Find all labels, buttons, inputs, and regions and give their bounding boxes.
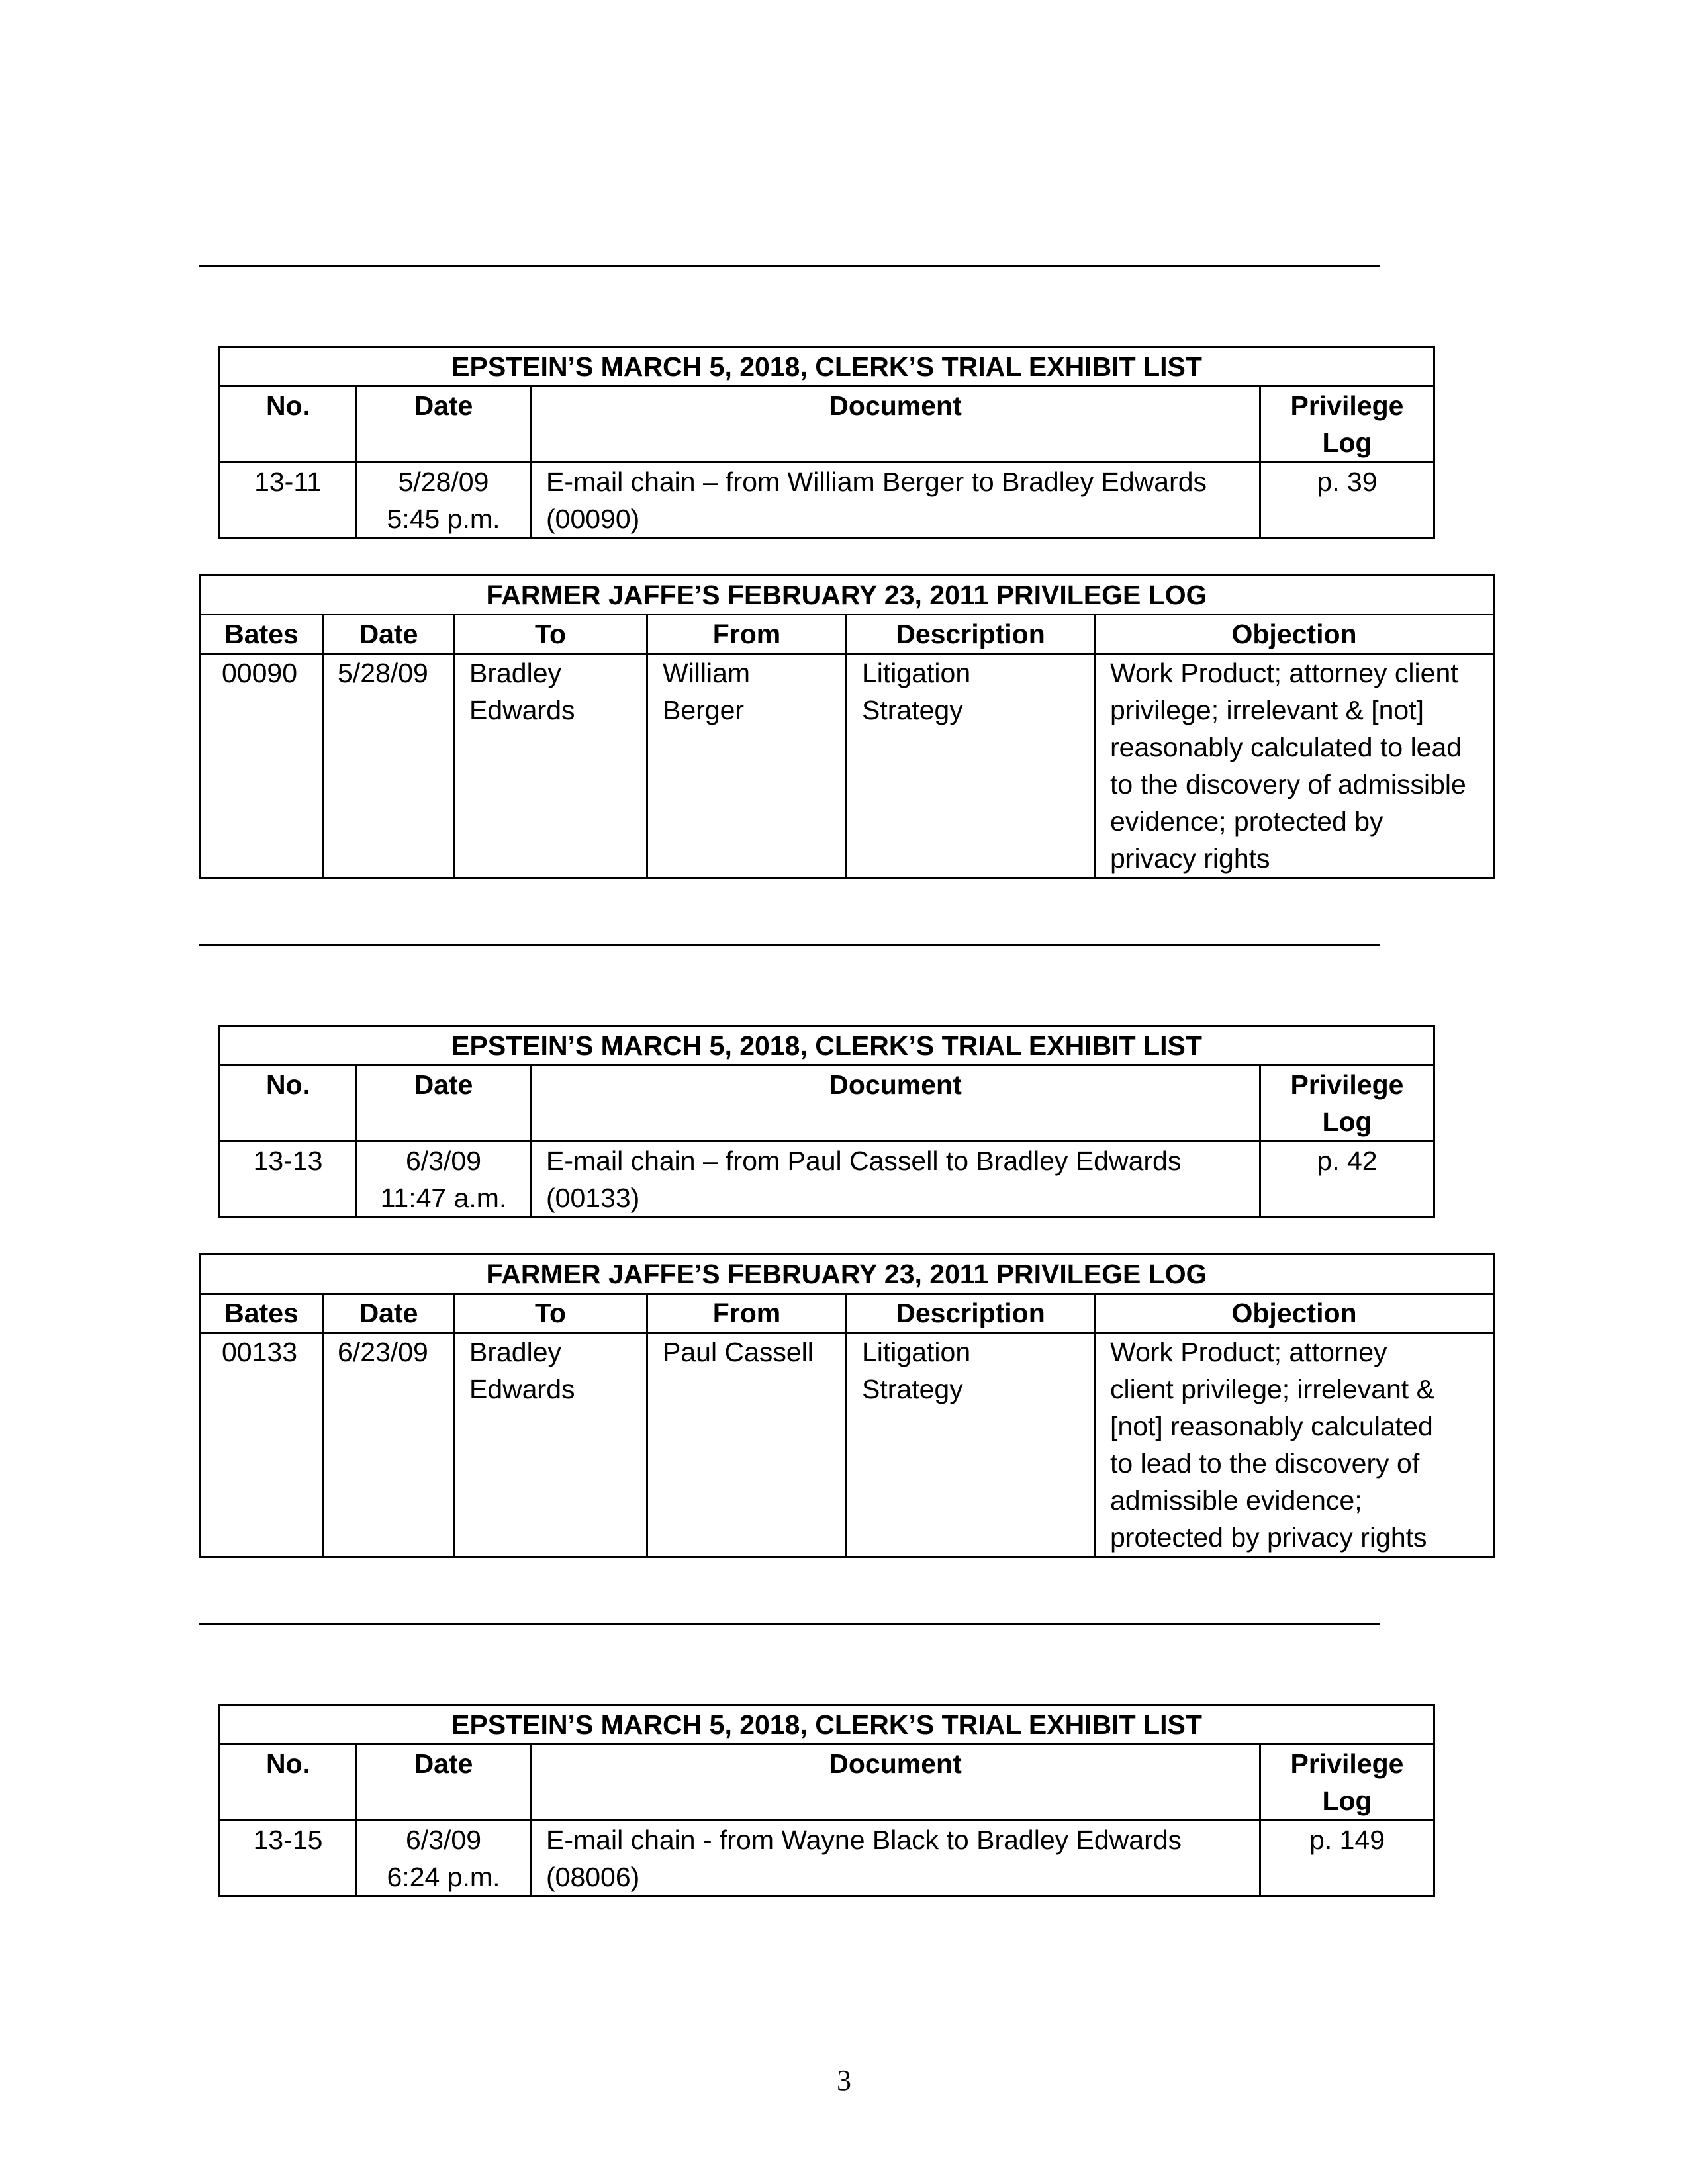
exhibit-log-page: p. 149 xyxy=(1260,1821,1434,1897)
col-header-to: To xyxy=(454,1294,647,1333)
col-header-no: No. xyxy=(220,1745,357,1821)
section-divider-2 xyxy=(199,944,1380,946)
exhibit-date: 6/3/09 6:24 p.m. xyxy=(357,1821,531,1897)
exhibit-document: E-mail chain - from Wayne Black to Bradley Edwards (08006) xyxy=(531,1821,1260,1897)
col-header-description: Description xyxy=(847,1294,1095,1333)
col-header-description: Description xyxy=(847,615,1095,654)
col-header-date: Date xyxy=(324,1294,454,1333)
bates-number: 00133 xyxy=(200,1333,324,1557)
objection: Work Product; attorney client privilege; irrelevant & [not] reasonably calculated to lead to the discovery of admissible evidence; protected by privacy rights xyxy=(1095,1333,1494,1557)
col-header-date: Date xyxy=(324,615,454,654)
col-header-document: Document xyxy=(531,1066,1260,1142)
exhibit-number: 13-15 xyxy=(220,1821,357,1897)
table-row xyxy=(220,463,1434,539)
section-divider-1 xyxy=(199,265,1380,267)
col-header-objection: Objection xyxy=(1095,1294,1494,1333)
exhibit-document: E-mail chain – from William Berger to Bradley Edwards (00090) xyxy=(531,463,1260,539)
recipient: Bradley Edwards xyxy=(454,1333,647,1557)
table-row xyxy=(220,1142,1434,1218)
col-header-to: To xyxy=(454,615,647,654)
exhibit-number: 13-11 xyxy=(220,463,357,539)
col-header-document: Document xyxy=(531,387,1260,463)
exhibit-number: 13-13 xyxy=(220,1142,357,1218)
objection: Work Product; attorney client privilege; irrelevant & [not] reasonably calculated to lead to the discovery of admissible evidence; protected by privacy rights xyxy=(1095,654,1494,878)
privilege-log-table-1 xyxy=(199,574,1495,879)
exhibit-date: 5/28/09 5:45 p.m. xyxy=(357,463,531,539)
privilege-log-title: FARMER JAFFE’S FEBRUARY 23, 2011 PRIVILEGE LOG xyxy=(200,576,1494,615)
section-divider-3 xyxy=(199,1623,1380,1625)
exhibit-table-title: EPSTEIN’S MARCH 5, 2018, CLERK’S TRIAL EXHIBIT LIST xyxy=(220,1026,1434,1066)
log-date: 5/28/09 xyxy=(324,654,454,878)
exhibit-date: 6/3/09 11:47 a.m. xyxy=(357,1142,531,1218)
col-header-no: No. xyxy=(220,387,357,463)
table-row xyxy=(200,1333,1494,1557)
privilege-log-title: FARMER JAFFE’S FEBRUARY 23, 2011 PRIVILEGE LOG xyxy=(200,1255,1494,1294)
col-header-document: Document xyxy=(531,1745,1260,1821)
log-date: 6/23/09 xyxy=(324,1333,454,1557)
col-header-bates: Bates xyxy=(200,1294,324,1333)
col-header-no: No. xyxy=(220,1066,357,1142)
col-header-date: Date xyxy=(357,1745,531,1821)
bates-number: 00090 xyxy=(200,654,324,878)
privilege-log-table-2 xyxy=(199,1253,1495,1558)
col-header-from: From xyxy=(647,615,847,654)
table-row xyxy=(220,1821,1434,1897)
exhibit-document: E-mail chain – from Paul Cassell to Bradley Edwards (00133) xyxy=(531,1142,1260,1218)
description: Litigation Strategy xyxy=(847,654,1095,878)
col-header-date: Date xyxy=(357,387,531,463)
exhibit-table-1 xyxy=(218,346,1435,539)
col-header-from: From xyxy=(647,1294,847,1333)
col-header-date: Date xyxy=(357,1066,531,1142)
description: Litigation Strategy xyxy=(847,1333,1095,1557)
exhibit-table-2 xyxy=(218,1025,1435,1218)
table-row xyxy=(200,654,1494,878)
exhibit-table-title: EPSTEIN’S MARCH 5, 2018, CLERK’S TRIAL EXHIBIT LIST xyxy=(220,347,1434,387)
exhibit-log-page: p. 39 xyxy=(1260,463,1434,539)
col-header-objection: Objection xyxy=(1095,615,1494,654)
sender: William Berger xyxy=(647,654,847,878)
col-header-privilege-log: Privilege Log xyxy=(1260,1066,1434,1142)
exhibit-table-3 xyxy=(218,1704,1435,1897)
col-header-privilege-log: Privilege Log xyxy=(1260,387,1434,463)
col-header-bates: Bates xyxy=(200,615,324,654)
exhibit-log-page: p. 42 xyxy=(1260,1142,1434,1218)
col-header-privilege-log: Privilege Log xyxy=(1260,1745,1434,1821)
recipient: Bradley Edwards xyxy=(454,654,647,878)
exhibit-table-title: EPSTEIN’S MARCH 5, 2018, CLERK’S TRIAL EXHIBIT LIST xyxy=(220,1706,1434,1745)
page-number: 3 xyxy=(837,2064,851,2097)
sender: Paul Cassell xyxy=(647,1333,847,1557)
